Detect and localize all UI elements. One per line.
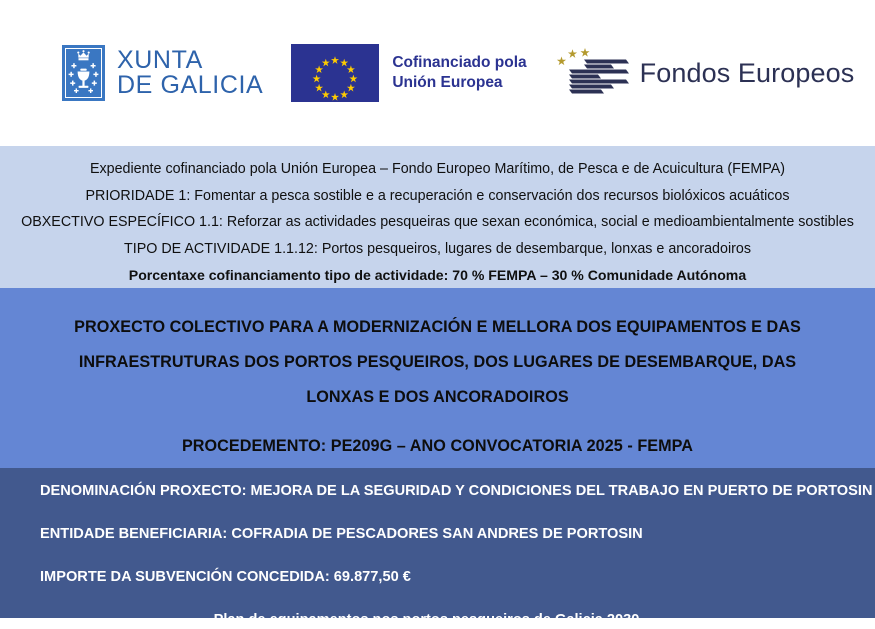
xunta-coat-of-arms-icon bbox=[62, 45, 105, 101]
project-title-line1: PROXECTO COLECTIVO PARA A MODERNIZACIÓN E MELLORA DOS EQUIPAMENTOS E DAS bbox=[74, 318, 801, 336]
cofinanciado-union-europea-logo bbox=[291, 44, 526, 102]
info-line-expediente: Expediente cofinanciado pola Unión Europea – Fondo Europeo Marítimo, de Pesca e de Acuicultura (FEMPA) bbox=[89, 161, 786, 177]
xunta-wordmark bbox=[117, 45, 264, 99]
xunta-wordmark-line1: XUNTA bbox=[117, 45, 203, 74]
xunta-wordmark-line2: DE GALICIA bbox=[117, 71, 264, 99]
logo-row bbox=[0, 44, 875, 102]
detail-project-name: DENOMINACIÓN PROXECTO: MEJORA DE LA SEGURIDAD Y CONDICIONES DEL TRABAJO EN PUERTO DE PORTOSIN bbox=[40, 483, 873, 499]
fondos-europeos-bars-icon bbox=[555, 45, 629, 101]
logo-band bbox=[0, 0, 875, 146]
european-union-flag-icon bbox=[291, 44, 379, 102]
fondos-europeos-logo bbox=[555, 45, 855, 101]
info-line-tipo-actividade: TIPO DE ACTIVIDADE 1.1.12: Portos pesqueiros, lugares de desembarque, lonxas e ancoradoiros bbox=[123, 240, 751, 257]
info-line-prioridade: PRIORIDADE 1: Fomentar a pesca sostible e a recuperación e conservación dos recursos biolóxicos acuáticos bbox=[85, 187, 790, 204]
info-line-porcentaxe: Porcentaxe cofinanciamento tipo de actividade: 70 % FEMPA – 30 % Comunidade Autónoma bbox=[128, 267, 747, 283]
project-detail-band bbox=[0, 468, 875, 628]
project-title-line3: LONXAS E DOS ANCORADOIROS bbox=[306, 388, 569, 406]
detail-plan: Plan de equipamentos nos portos pesqueiros de Galicia 2030 bbox=[213, 612, 640, 628]
programme-info-band bbox=[0, 146, 875, 288]
project-title-band bbox=[0, 288, 875, 468]
eu-cofunded-line1: Cofinanciado pola bbox=[392, 54, 527, 72]
eu-cofunded-text bbox=[392, 53, 526, 93]
eu-cofunded-line2: Unión Europea bbox=[392, 74, 503, 91]
project-title-line2: INFRAESTRUTURAS DOS PORTOS PESQUEIROS, DOS LUGARES DE DESEMBARQUE, DAS bbox=[78, 353, 797, 371]
info-line-obxectivo: OBXECTIVO ESPECÍFICO 1.1: Reforzar as actividades pesqueiras que sexan económica, social e medioambientalmente sostibles bbox=[21, 214, 854, 230]
detail-amount: IMPORTE DA SUBVENCIÓN CONCEDIDA: 69.877,50 € bbox=[40, 569, 411, 585]
xunta-de-galicia-logo bbox=[62, 45, 263, 101]
fondos-europeos-label: Fondos Europeos bbox=[639, 57, 855, 88]
detail-beneficiary: ENTIDADE BENEFICIARIA: COFRADIA DE PESCADORES SAN ANDRES DE PORTOSIN bbox=[40, 526, 643, 542]
project-procedure-line: PROCEDEMENTO: PE209G – ANO CONVOCATORIA 2025 - FEMPA bbox=[181, 437, 694, 455]
